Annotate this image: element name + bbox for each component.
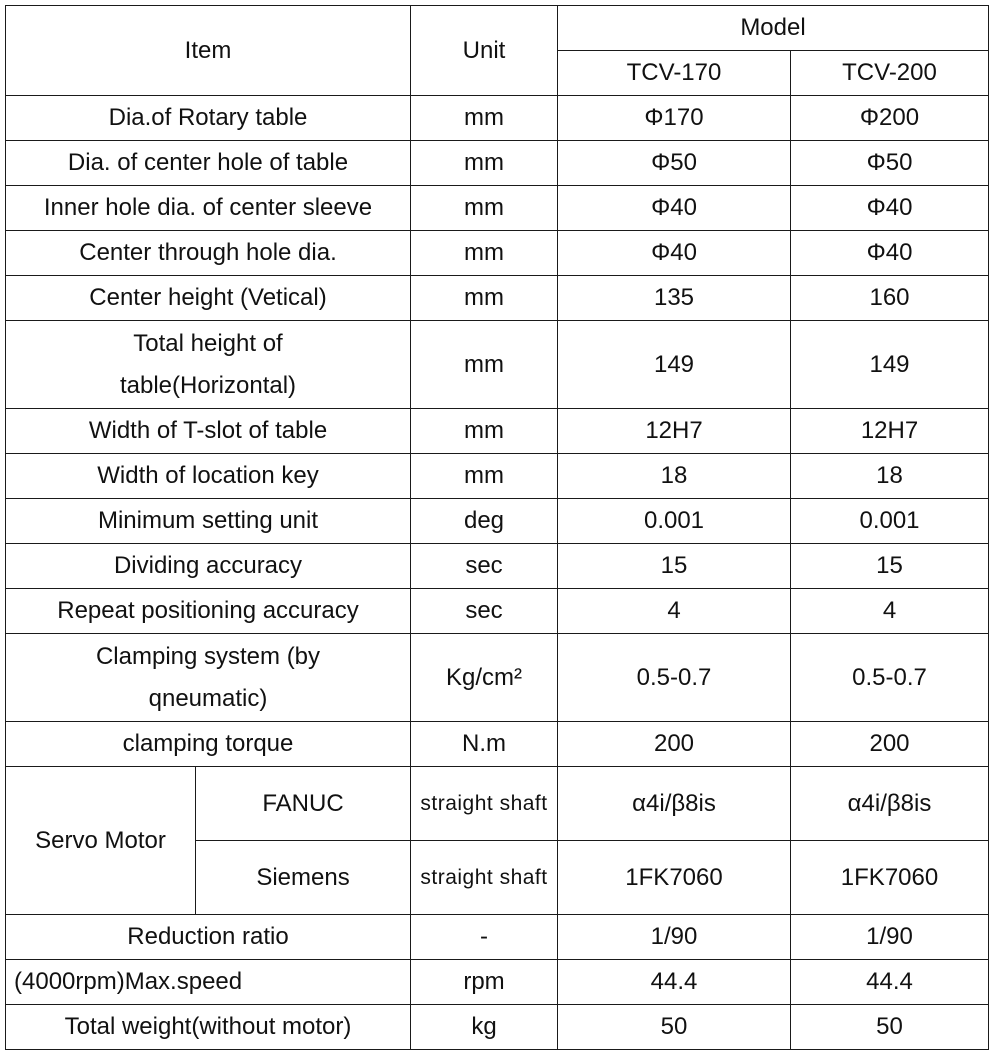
- row-unit: deg: [411, 499, 558, 544]
- row-item: Minimum setting unit: [6, 499, 411, 544]
- row-unit: rpm: [411, 960, 558, 1005]
- table-row: [6, 915, 989, 960]
- row-value-tcv170: Φ40: [558, 231, 791, 276]
- row-value-tcv170: 50: [558, 1005, 791, 1050]
- row-value-tcv200: 0.001: [791, 499, 989, 544]
- servo-brand-siemens: Siemens: [196, 841, 411, 915]
- table-row: [6, 141, 989, 186]
- row-value-tcv200: Φ200: [791, 96, 989, 141]
- table-row: [6, 589, 989, 634]
- table-row: [6, 231, 989, 276]
- row-value-tcv200: 4: [791, 589, 989, 634]
- row-value-tcv200: Φ40: [791, 231, 989, 276]
- servo-unit-siemens: straight shaft: [411, 841, 558, 915]
- servo-value-siemens-tcv200: 1FK7060: [791, 841, 989, 915]
- row-value-tcv200: 12H7: [791, 409, 989, 454]
- row-value-tcv200: 15: [791, 544, 989, 589]
- row-unit: mm: [411, 231, 558, 276]
- row-value-tcv200: Φ40: [791, 186, 989, 231]
- row-item: Inner hole dia. of center sleeve: [6, 186, 411, 231]
- header-item: Item: [6, 6, 411, 96]
- row-item: clamping torque: [6, 722, 411, 767]
- table-row: [6, 1005, 989, 1050]
- servo-value-siemens-tcv170: 1FK7060: [558, 841, 791, 915]
- row-unit: mm: [411, 141, 558, 186]
- row-item: Center height (Vetical): [6, 276, 411, 321]
- row-value-tcv170: 0.5-0.7: [558, 634, 791, 722]
- row-value-tcv200: 1/90: [791, 915, 989, 960]
- table-row: [6, 321, 989, 409]
- table-row: [6, 186, 989, 231]
- row-value-tcv170: 149: [558, 321, 791, 409]
- row-item: Total height of table(Horizontal): [6, 321, 411, 409]
- row-value-tcv200: 44.4: [791, 960, 989, 1005]
- header-model-tcv200: TCV-200: [791, 51, 989, 96]
- row-unit: mm: [411, 321, 558, 409]
- table-row: [6, 722, 989, 767]
- table-row: [6, 499, 989, 544]
- table-row: [6, 960, 989, 1005]
- row-value-tcv170: Φ50: [558, 141, 791, 186]
- row-item: Reduction ratio: [6, 915, 411, 960]
- row-unit: mm: [411, 409, 558, 454]
- row-value-tcv170: Φ40: [558, 186, 791, 231]
- row-value-tcv170: 4: [558, 589, 791, 634]
- row-item: Dia.of Rotary table: [6, 96, 411, 141]
- row-unit: sec: [411, 589, 558, 634]
- table-row: [6, 544, 989, 589]
- row-value-tcv170: 18: [558, 454, 791, 499]
- row-item: Clamping system (by qneumatic): [6, 634, 411, 722]
- table-row: [6, 409, 989, 454]
- table-row: [6, 454, 989, 499]
- servo-value-fanuc-tcv170: α4i/β8is: [558, 767, 791, 841]
- row-unit: kg: [411, 1005, 558, 1050]
- row-value-tcv200: 200: [791, 722, 989, 767]
- row-unit: sec: [411, 544, 558, 589]
- servo-value-fanuc-tcv200: α4i/β8is: [791, 767, 989, 841]
- row-value-tcv200: 149: [791, 321, 989, 409]
- servo-unit-fanuc: straight shaft: [411, 767, 558, 841]
- row-unit: mm: [411, 276, 558, 321]
- row-unit: N.m: [411, 722, 558, 767]
- row-value-tcv200: 18: [791, 454, 989, 499]
- table-row: [6, 96, 989, 141]
- row-value-tcv170: 44.4: [558, 960, 791, 1005]
- row-unit: mm: [411, 96, 558, 141]
- row-value-tcv170: 200: [558, 722, 791, 767]
- row-unit: Kg/cm²: [411, 634, 558, 722]
- row-value-tcv170: 135: [558, 276, 791, 321]
- row-value-tcv170: 0.001: [558, 499, 791, 544]
- row-unit: mm: [411, 186, 558, 231]
- row-value-tcv170: Φ170: [558, 96, 791, 141]
- table-row: [6, 276, 989, 321]
- row-item: Total weight(without motor): [6, 1005, 411, 1050]
- row-value-tcv170: 1/90: [558, 915, 791, 960]
- row-item: Width of location key: [6, 454, 411, 499]
- servo-motor-label: Servo Motor: [6, 767, 196, 915]
- servo-brand-fanuc: FANUC: [196, 767, 411, 841]
- row-item: Repeat positioning accuracy: [6, 589, 411, 634]
- row-value-tcv200: 0.5-0.7: [791, 634, 989, 722]
- header-model-tcv170: TCV-170: [558, 51, 791, 96]
- spec-table: [5, 5, 989, 1050]
- row-value-tcv200: Φ50: [791, 141, 989, 186]
- row-item: Dia. of center hole of table: [6, 141, 411, 186]
- header-unit: Unit: [411, 6, 558, 96]
- table-row-servo-fanuc: [6, 767, 989, 841]
- row-unit: mm: [411, 454, 558, 499]
- row-item: Width of T-slot of table: [6, 409, 411, 454]
- row-value-tcv170: 12H7: [558, 409, 791, 454]
- table-row: [6, 634, 989, 722]
- row-value-tcv170: 15: [558, 544, 791, 589]
- row-unit: -: [411, 915, 558, 960]
- row-item: (4000rpm)Max.speed: [6, 960, 411, 1005]
- row-item: Dividing accuracy: [6, 544, 411, 589]
- row-item: Center through hole dia.: [6, 231, 411, 276]
- header-model: Model: [558, 6, 989, 51]
- row-value-tcv200: 50: [791, 1005, 989, 1050]
- row-value-tcv200: 160: [791, 276, 989, 321]
